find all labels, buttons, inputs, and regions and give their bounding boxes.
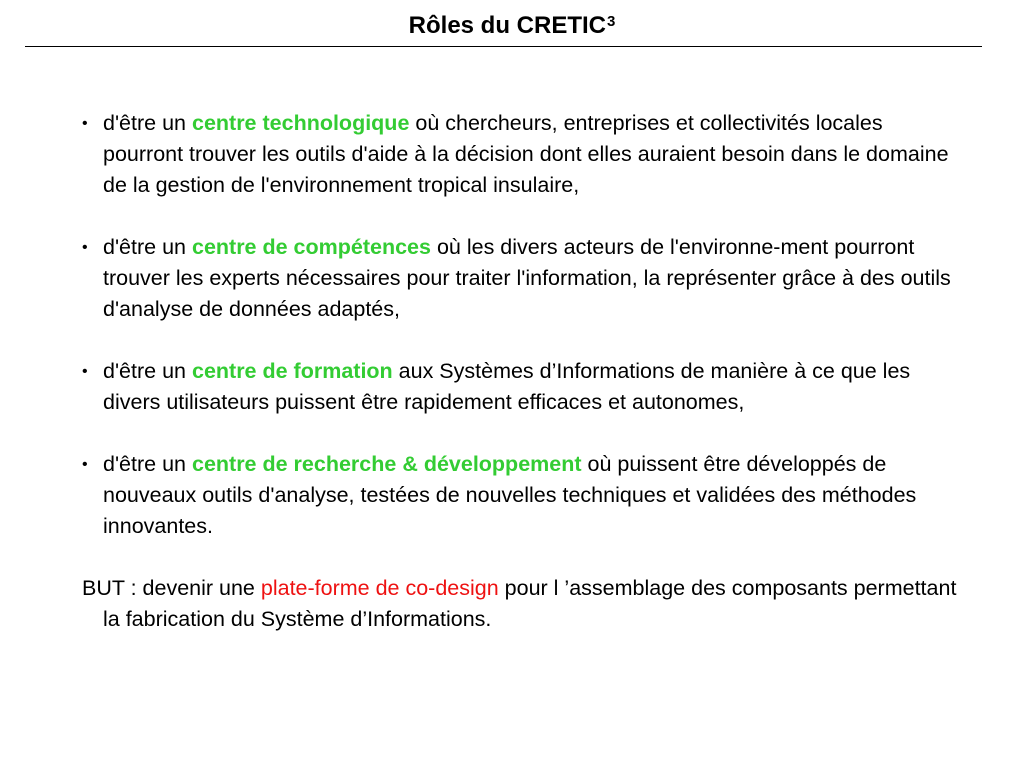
- goal-prefix: BUT : devenir une: [82, 576, 261, 600]
- goal-suffix: pour l ’assemblage des composants permettant la fabrication du Système d’Informations.: [103, 576, 957, 631]
- bullet-suffix: où chercheurs, entreprises et collectivités locales pourront trouver les outils d'aide à la décision dont elles auraient besoin dans le domaine de la gestion de l'environnement tropical insulaire,: [103, 111, 949, 197]
- bullet-highlight: centre de recherche & développement: [191, 452, 582, 476]
- slide-body: [82, 108, 962, 635]
- bullet-item-training-center: [82, 356, 962, 418]
- bullet-icon: •: [82, 239, 88, 256]
- bullet-prefix: d'être un: [103, 359, 192, 383]
- bullet-highlight: centre technologique: [191, 111, 410, 135]
- bullet-item-competence-center: [82, 232, 962, 325]
- bullet-highlight: centre de compétences: [191, 235, 431, 259]
- bullet-suffix: aux Systèmes d’Informations de manière à ce que les divers utilisateurs puissent être rapidement efficaces et autonomes,: [103, 359, 911, 414]
- title-divider: [25, 46, 982, 47]
- goal-highlight: plate-forme de co-design: [260, 576, 499, 600]
- slide-title-superscript: 3: [607, 13, 616, 30]
- bullet-prefix: d'être un: [103, 111, 192, 135]
- bullet-item-technological-center: [82, 108, 962, 201]
- slide-title: [0, 10, 1024, 42]
- bullet-prefix: d'être un: [103, 452, 192, 476]
- bullet-icon: •: [82, 115, 88, 132]
- slide-title-text: Rôles du CRETIC: [408, 12, 606, 39]
- bullet-item-research-center: [82, 449, 962, 542]
- bullet-highlight: centre de formation: [191, 359, 393, 383]
- bullet-icon: •: [82, 363, 88, 380]
- bullet-prefix: d'être un: [103, 235, 192, 259]
- bullet-suffix: où les divers acteurs de l'environne-ment pourront trouver les experts nécessaires pour traiter l'information, la représenter grâce à des outils d'analyse de données adaptés,: [103, 235, 951, 321]
- bullet-icon: •: [82, 456, 88, 473]
- goal-statement: [82, 573, 962, 635]
- bullet-suffix: où puissent être développés de nouveaux outils d'analyse, testées de nouvelles techniques et validées des méthodes innovantes.: [103, 452, 917, 538]
